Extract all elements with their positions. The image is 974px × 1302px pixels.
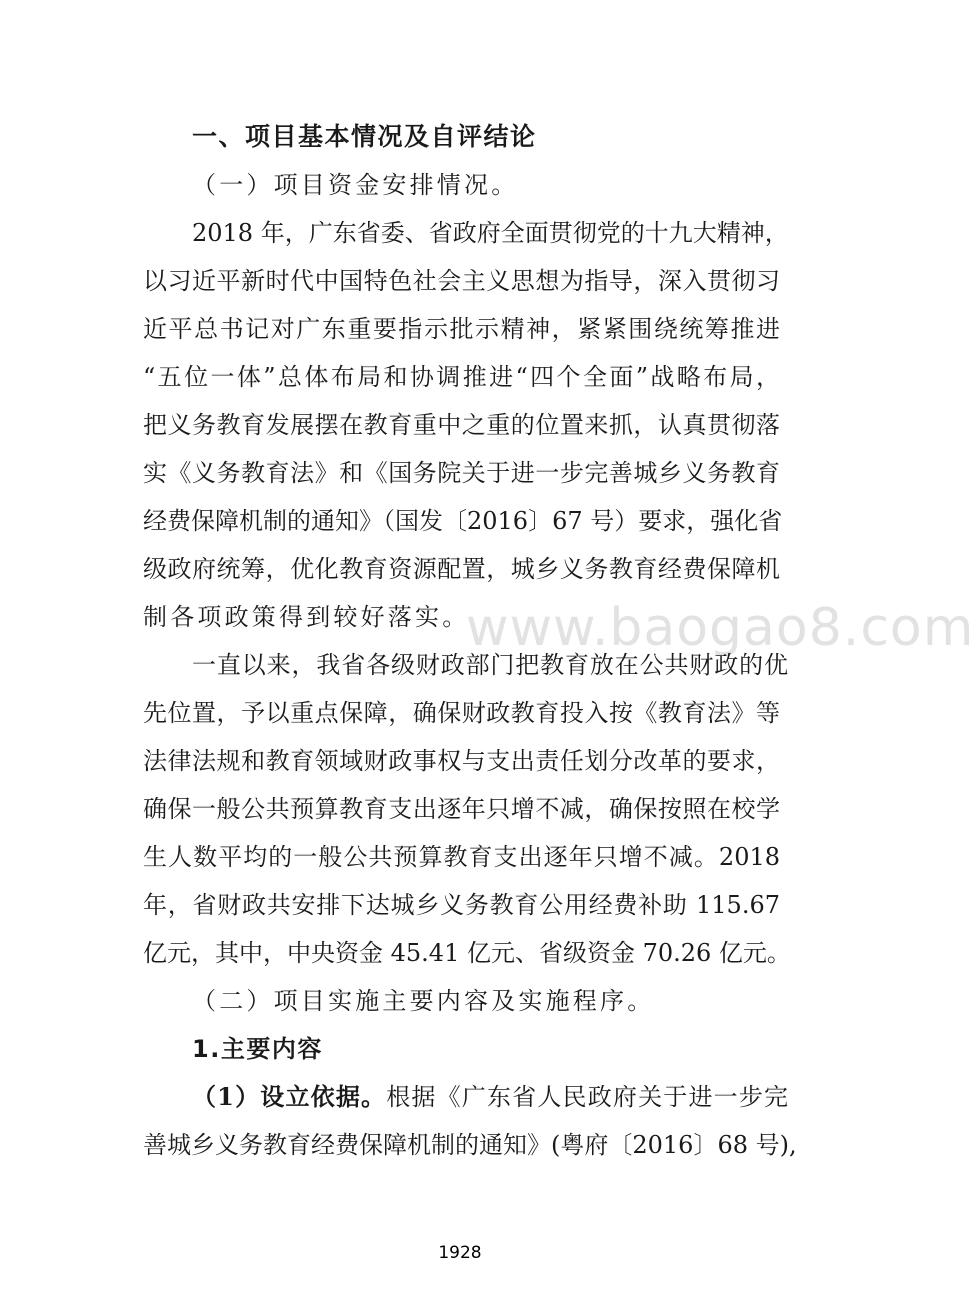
- paragraph-line: 年，省财政共安排下达城乡义务教育公用经费补助 115.67: [143, 891, 780, 919]
- paragraph-line: 亿元，其中，中央资金 45.41 亿元、省级资金 70.26 亿元。: [143, 939, 791, 967]
- paragraph-line: 经费保障机制的通知》（国发〔2016〕67 号）要求，强化省: [143, 507, 783, 535]
- numbered-subheading: 1.主要内容: [192, 1035, 323, 1063]
- paragraph-line: 一直以来，我省各级财政部门把教育放在公共财政的优: [192, 651, 788, 679]
- paragraph-text: 根据《广东省人民政府关于进一步完: [386, 1083, 789, 1111]
- section-heading: 一、项目基本情况及自评结论: [192, 122, 537, 151]
- paragraph-line: 法律法规和教育领域财政事权与支出责任划分改革的要求，: [143, 747, 780, 775]
- paragraph-line: 以习近平新时代中国特色社会主义思想为指导，深入贯彻习: [143, 267, 780, 295]
- subsection-title-funding: （一）项目资金安排情况。: [192, 171, 519, 199]
- paragraph-line: 制各项政策得到较好落实。: [143, 603, 470, 631]
- paragraph-line: 确保一般公共预算教育支出逐年只增不减，确保按照在校学: [143, 795, 780, 823]
- paragraph-line: 先位置，予以重点保障，确保财政教育投入按《教育法》等: [143, 699, 780, 727]
- subsection-title-implementation: （二）项目实施主要内容及实施程序。: [192, 987, 655, 1015]
- watermark: www.baogao8.com: [466, 598, 974, 658]
- paragraph-line: 把义务教育发展摆在教育重中之重的位置来抓，认真贯彻落: [143, 411, 780, 439]
- paragraph-line: 生人数平均的一般公共预算教育支出逐年只增不减。2018: [143, 843, 780, 871]
- paragraph-line: [0, 1072, 788, 1122]
- paragraph-line: 善城乡义务教育经费保障机制的通知》(粤府〔2016〕68 号),: [143, 1131, 797, 1159]
- paragraph-line: 实《义务教育法》和《国务院关于进一步完善城乡义务教育: [143, 459, 780, 487]
- bold-lead-in: （1）设立依据。: [192, 1082, 387, 1111]
- paragraph-line: “五位一体”总体布局和协调推进“四个全面”战略布局，: [143, 363, 780, 391]
- paragraph-line: 级政府统筹，优化教育资源配置，城乡义务教育经费保障机: [143, 555, 780, 583]
- paragraph-line: 近平总书记对广东重要指示批示精神，紧紧围绕统筹推进: [143, 315, 780, 343]
- paragraph-line: 2018 年，广东省委、省政府全面贯彻党的十九大精神，: [192, 219, 789, 247]
- page-number: 1928: [438, 1243, 482, 1263]
